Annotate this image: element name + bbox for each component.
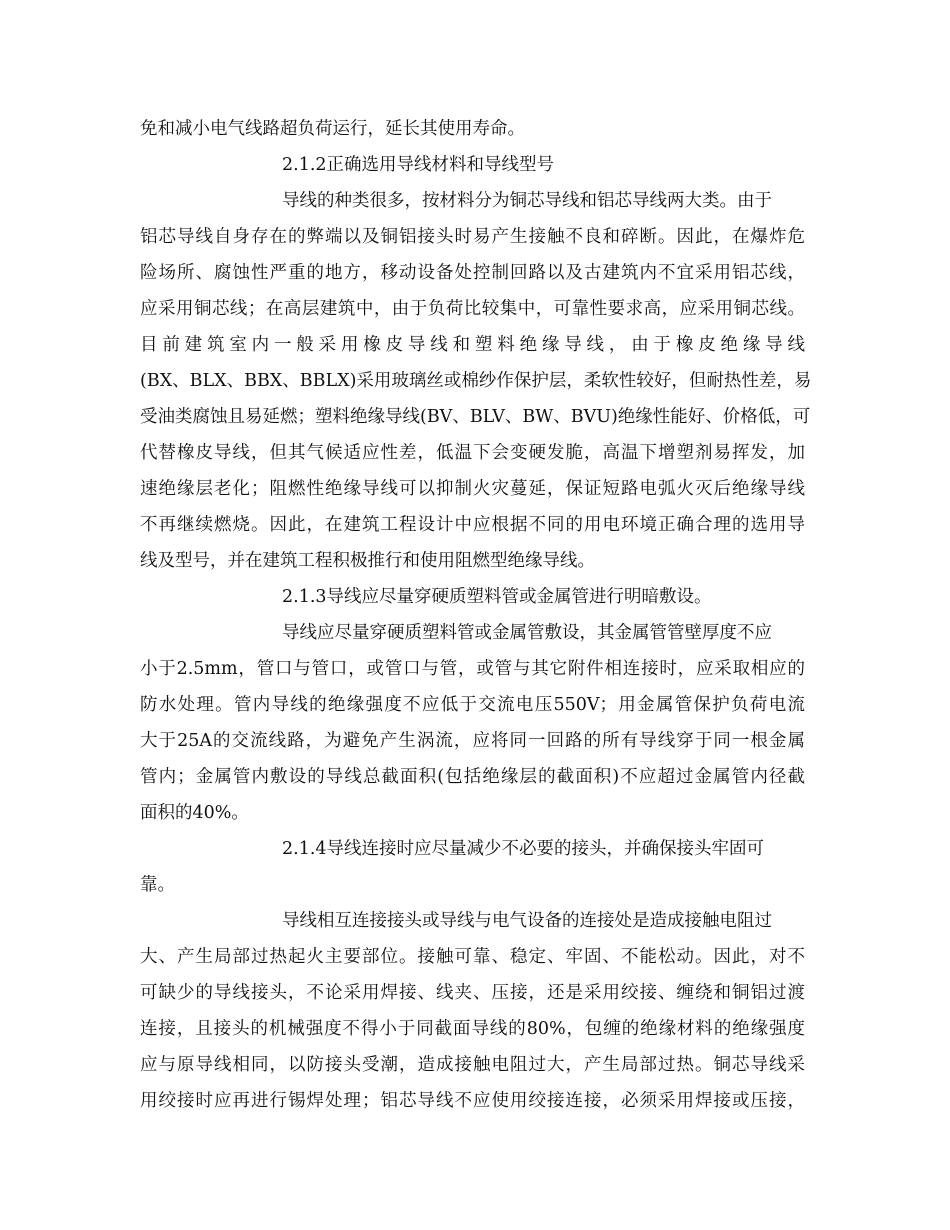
text-line: 导线应尽量穿硬质塑料管或金属管敷设，其金属管管壁厚度不应 [282,623,772,643]
text-line: 可缺少的导线接头，不论采用焊接、线夹、压接，还是采用绞接、缠绕和铜铝过渡 [140,983,805,1003]
text-line: 靠。 [140,875,175,895]
text-line: 线及型号，并在建筑工程积极推行和使用阻燃型绝缘导线。 [140,551,595,571]
text-line: (BX、BLX、BBX、BBLX)采用玻璃丝或棉纱作保护层，柔软性较好，但耐热性差，易 [140,371,812,391]
text-line: 铝芯导线自身存在的弊端以及铜铝接头时易产生接触不良和碎断。因此，在爆炸危 [140,227,805,247]
text-line: 连接，且接头的机械强度不得小于同截面导线的80%，包缠的绝缘材料的绝缘强度 [140,1019,805,1039]
text-line: 大、产生局部过热起火主要部位。接触可靠、稳定、牢固、不能松动。因此，对不 [140,947,805,967]
section-heading-2-1-2: 2.1.2正确选用导线材料和导线型号 [282,155,555,175]
text-line: 大于25A的交流线路，为避免产生涡流，应将同一回路的所有导线穿于同一根金属 [140,731,805,751]
section-heading-2-1-4: 2.1.4导线连接时应尽量减少不必要的接头，并确保接头牢固可 [282,839,765,859]
section-heading-2-1-3: 2.1.3导线应尽量穿硬质塑料管或金属管进行明暗敷设。 [282,587,712,607]
text-line: 管内；金属管内敷设的导线总截面积(包括绝缘层的截面积)不应超过金属管内径截 [140,767,805,787]
text-line: 导线的种类很多，按材料分为铜芯导线和铝芯导线两大类。由于 [282,191,772,211]
text-line: 用绞接时应再进行锡焊处理；铝芯导线不应使用绞接连接，必须采用焊接或压接， [140,1091,805,1111]
text-line: 不再继续燃烧。因此，在建筑工程设计中应根据不同的用电环境正确合理的选用导 [140,515,805,535]
text-line: 速绝缘层老化；阻燃性绝缘导线可以抑制火灾蔓延，保证短路电弧火灭后绝缘导线 [140,479,805,499]
text-line: 导线相互连接接头或导线与电气设备的连接处是造成接触电阻过 [282,911,772,931]
text-line: 受油类腐蚀且易延燃；塑料绝缘导线(BV、BLV、BW、BVU)绝缘性能好、价格低，可 [140,407,811,427]
text-line: 小于2.5mm，管口与管口，或管口与管，或管与其它附件相连接时，应采取相应的 [140,659,805,679]
text-line: 应采用铜芯线；在高层建筑中，由于负荷比较集中，可靠性要求高，应采用铜芯线。 [140,299,805,319]
text-line: 防水处理。管内导线的绝缘强度不应低于交流电压550V；用金属管保护负荷电流 [140,695,805,715]
text-line: 目前建筑室内一般采用橡皮导线和塑料绝缘导线，由于橡皮绝缘导线 [140,335,805,355]
text-line: 代替橡皮导线，但其气候适应性差，低温下会变硬发脆，高温下增塑剂易挥发，加 [140,443,805,463]
text-line: 险场所、腐蚀性严重的地方，移动设备处控制回路以及古建筑内不宜采用铝芯线， [140,263,805,283]
text-line: 免和减小电气线路超负荷运行，延长其使用寿命。 [140,119,525,139]
text-line: 应与原导线相同，以防接头受潮，造成接触电阻过大，产生局部过热。铜芯导线采 [140,1055,805,1075]
text-line: 面积的40%。 [140,803,249,823]
